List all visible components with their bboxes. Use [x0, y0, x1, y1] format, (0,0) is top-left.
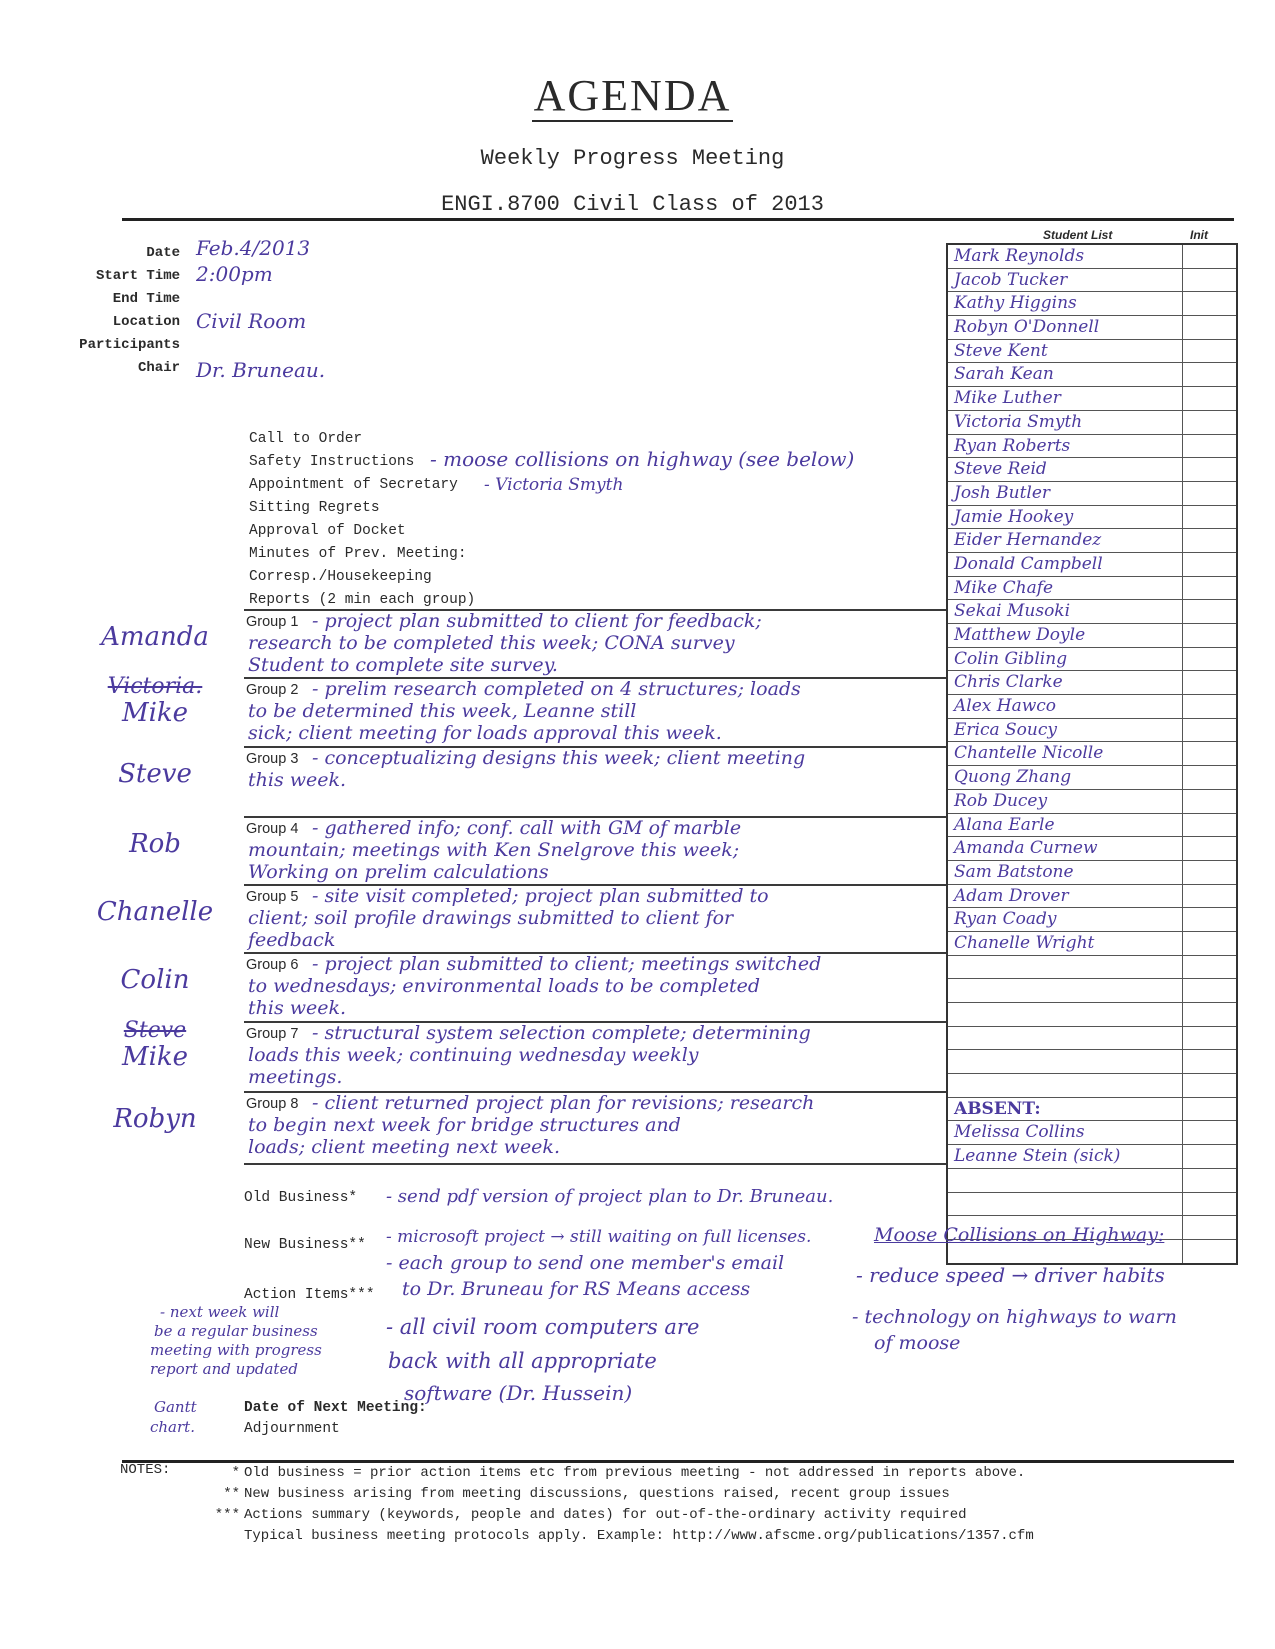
roster-row	[948, 742, 1236, 766]
secretary-note: - Victoria Smyth	[484, 475, 624, 495]
start-time-value: 2:00pm	[196, 262, 273, 286]
roster-row	[948, 624, 1236, 648]
roster-student-name: Steve Kent	[948, 340, 1183, 363]
roster-row	[948, 577, 1236, 601]
roster-student-name: ABSENT:	[948, 1098, 1183, 1121]
agenda-regrets: Sitting Regrets	[249, 500, 380, 516]
group-divider	[244, 1163, 946, 1165]
group-report-line: this week.	[248, 769, 347, 791]
moose-note-3: of moose	[874, 1332, 961, 1354]
group-presenter-name: Mike	[121, 1042, 189, 1072]
struck-presenter-name: Victoria.	[107, 674, 203, 699]
roster-student-name: Kathy Higgins	[948, 292, 1183, 315]
group-report-line: client; soil profile drawings submitted to client for	[248, 907, 734, 929]
roster-init-cell	[1183, 553, 1236, 576]
agenda-secretary: Appointment of Secretary	[249, 477, 458, 493]
roster-student-name: Steve Reid	[948, 458, 1183, 481]
roster-init-cell	[1183, 790, 1236, 813]
roster-student-name: Leanne Stein (sick)	[948, 1145, 1183, 1168]
roster-init-cell	[1183, 932, 1236, 955]
date-value: Feb.4/2013	[196, 236, 311, 260]
roster-row	[948, 340, 1236, 364]
roster-init-cell	[1183, 742, 1236, 765]
roster-init-cell	[1183, 1145, 1236, 1168]
roster-row	[948, 1074, 1236, 1098]
roster-student-name	[948, 1169, 1183, 1192]
group-presenter-name: Mike	[121, 698, 189, 728]
roster-student-name	[948, 1050, 1183, 1073]
roster-init-cell	[1183, 529, 1236, 552]
roster-init-cell	[1183, 292, 1236, 315]
group-presenter-name: Rob	[129, 829, 181, 859]
roster-row	[948, 435, 1236, 459]
roster-student-name: Victoria Smyth	[948, 411, 1183, 434]
roster-row	[948, 695, 1236, 719]
agenda-safety: Safety Instructions	[249, 454, 415, 470]
action-note-2: back with all appropriate	[388, 1349, 657, 1373]
roster-init-cell	[1183, 908, 1236, 931]
roster-init-cell	[1183, 577, 1236, 600]
student-roster-table	[946, 243, 1238, 1265]
roster-init-cell	[1183, 316, 1236, 339]
roster-init-cell	[1183, 1169, 1236, 1192]
roster-row	[948, 316, 1236, 340]
roster-row	[948, 600, 1236, 624]
roster-row	[948, 482, 1236, 506]
roster-student-name: Chris Clarke	[948, 671, 1183, 694]
group-label: Group 8	[246, 1096, 299, 1112]
safety-note: - moose collisions on highway (see below)	[430, 447, 855, 471]
footnote-marker: *	[231, 1465, 240, 1481]
roster-init-cell	[1183, 861, 1236, 884]
footnote-marker: ***	[214, 1507, 240, 1523]
group-report-line: - prelim research completed on 4 structures; loads	[312, 678, 801, 700]
group-report-line: - project plan submitted to client for feedback;	[312, 610, 762, 632]
roster-init-cell	[1183, 956, 1236, 979]
next-week-note-line: chart.	[150, 1418, 195, 1436]
date-label: Date	[146, 245, 180, 261]
roster-row	[948, 790, 1236, 814]
page-title: AGENDA	[533, 71, 732, 120]
roster-student-name: Chanelle Wright	[948, 932, 1183, 955]
old-business-note: - send pdf version of project plan to Dr. Bruneau.	[386, 1186, 834, 1207]
header-rule	[122, 218, 1234, 221]
group-report-line: Student to complete site survey.	[248, 654, 558, 676]
start-time-label: Start Time	[95, 268, 180, 284]
group-report-line: this week.	[248, 997, 347, 1019]
roster-student-name: Eider Hernandez	[948, 529, 1183, 552]
roster-row	[948, 506, 1236, 530]
agenda-next-meeting: Date of Next Meeting:	[244, 1400, 427, 1416]
roster-student-name: Sam Batstone	[948, 861, 1183, 884]
group-report-line: sick; client meeting for loads approval this week.	[248, 722, 722, 744]
roster-row	[948, 245, 1236, 269]
roster-student-name	[948, 979, 1183, 1002]
next-week-note-line: report and updated	[150, 1360, 298, 1378]
roster-init-cell	[1183, 435, 1236, 458]
action-note-3: software (Dr. Hussein)	[404, 1381, 633, 1405]
new-business-note-3: to Dr. Bruneau for RS Means access	[402, 1278, 751, 1300]
roster-row	[948, 387, 1236, 411]
moose-note-2: - technology on highways to warn	[852, 1306, 1177, 1328]
roster-student-name: Adam Drover	[948, 885, 1183, 908]
roster-student-name: Sarah Kean	[948, 363, 1183, 386]
group-report-line: research to be completed this week; CONA survey	[248, 632, 735, 654]
roster-init-header: Init	[1190, 228, 1208, 242]
agenda-reports: Reports (2 min each group)	[249, 592, 476, 608]
agenda-old-business: Old Business*	[244, 1190, 358, 1206]
group-presenter-name: Chanelle	[96, 897, 214, 927]
agenda-call-to-order: Call to Order	[249, 431, 363, 447]
agenda-docket: Approval of Docket	[249, 523, 406, 539]
roster-student-header: Student List	[1043, 228, 1113, 242]
roster-student-name	[948, 956, 1183, 979]
roster-row	[948, 363, 1236, 387]
roster-row	[948, 1169, 1236, 1193]
roster-student-name: Matthew Doyle	[948, 624, 1183, 647]
roster-row	[948, 1050, 1236, 1074]
roster-init-cell	[1183, 979, 1236, 1002]
roster-student-name: Amanda Curnew	[948, 837, 1183, 860]
roster-student-name	[948, 1003, 1183, 1026]
roster-row	[948, 553, 1236, 577]
roster-init-cell	[1183, 1098, 1236, 1121]
roster-init-cell	[1183, 1003, 1236, 1026]
group-label: Group 6	[246, 957, 299, 973]
roster-student-name: Ryan Roberts	[948, 435, 1183, 458]
group-report-line: - site visit completed; project plan submitted to	[312, 885, 769, 907]
group-report-line: feedback	[248, 929, 336, 951]
roster-row	[948, 814, 1236, 838]
roster-row	[948, 648, 1236, 672]
roster-row	[948, 885, 1236, 909]
group-presenter-name: Robyn	[113, 1104, 197, 1134]
group-report-line: to wednesdays; environmental loads to be completed	[248, 975, 761, 997]
roster-init-cell	[1183, 1121, 1236, 1144]
group-presenter-name: Amanda	[101, 622, 209, 652]
roster-row	[948, 1193, 1236, 1217]
roster-row	[948, 411, 1236, 435]
roster-student-name	[948, 1027, 1183, 1050]
roster-init-cell	[1183, 340, 1236, 363]
roster-init-cell	[1183, 766, 1236, 789]
roster-init-cell	[1183, 245, 1236, 268]
meeting-subtitle: Weekly Progress Meeting	[480, 146, 785, 171]
chair-value: Dr. Bruneau.	[196, 358, 326, 382]
roster-row	[948, 861, 1236, 885]
roster-init-cell	[1183, 363, 1236, 386]
roster-init-cell	[1183, 648, 1236, 671]
roster-init-cell	[1183, 885, 1236, 908]
roster-student-name: Ryan Coady	[948, 908, 1183, 931]
roster-row	[948, 979, 1236, 1003]
group-report-line: to be determined this week, Leanne still	[248, 700, 637, 722]
roster-init-cell	[1183, 1050, 1236, 1073]
group-report-line: - client returned project plan for revisions; research	[312, 1092, 815, 1114]
group-label: Group 1	[246, 614, 299, 630]
roster-student-name: Mark Reynolds	[948, 245, 1183, 268]
roster-row	[948, 1145, 1236, 1169]
roster-row	[948, 719, 1236, 743]
moose-note-1: - reduce speed → driver habits	[856, 1263, 1165, 1287]
next-week-note-line: meeting with progress	[150, 1341, 322, 1359]
roster-init-cell	[1183, 1193, 1236, 1216]
agenda-adjournment: Adjournment	[244, 1421, 340, 1437]
group-label: Group 2	[246, 682, 299, 698]
roster-student-name: Jamie Hookey	[948, 506, 1183, 529]
group-label: Group 4	[246, 821, 299, 837]
roster-init-cell	[1183, 695, 1236, 718]
roster-student-name: Chantelle Nicolle	[948, 742, 1183, 765]
next-week-note-line: be a regular business	[154, 1322, 318, 1340]
roster-row	[948, 671, 1236, 695]
roster-init-cell	[1183, 837, 1236, 860]
roster-init-cell	[1183, 814, 1236, 837]
roster-init-cell	[1183, 506, 1236, 529]
footnote-text: Old business = prior action items etc from previous meeting - not addressed in reports above.	[244, 1465, 1026, 1481]
roster-student-name: Erica Soucy	[948, 719, 1183, 742]
roster-init-cell	[1183, 719, 1236, 742]
roster-row	[948, 908, 1236, 932]
roster-student-name: Colin Gibling	[948, 648, 1183, 671]
roster-row	[948, 269, 1236, 293]
roster-student-name: Josh Butler	[948, 482, 1183, 505]
roster-init-cell	[1183, 671, 1236, 694]
roster-init-cell	[1183, 1216, 1236, 1239]
roster-row	[948, 1003, 1236, 1027]
roster-student-name: Mike Luther	[948, 387, 1183, 410]
notes-label: NOTES:	[120, 1462, 171, 1478]
roster-student-name: Rob Ducey	[948, 790, 1183, 813]
footnote-text: Typical business meeting protocols apply. Example: http://www.afscme.org/publications/1357.cfm	[244, 1528, 1034, 1544]
roster-init-cell	[1183, 411, 1236, 434]
footnote-text: New business arising from meeting discussions, questions raised, recent group issues	[244, 1486, 950, 1502]
roster-row	[948, 1098, 1236, 1122]
group-report-line: Working on prelim calculations	[248, 861, 549, 883]
group-report-line: - conceptualizing designs this week; client meeting	[312, 747, 806, 769]
roster-init-cell	[1183, 387, 1236, 410]
footnote-text: Actions summary (keywords, people and dates) for out-of-the-ordinary activity required	[244, 1507, 967, 1523]
struck-presenter-name: Steve	[123, 1018, 187, 1043]
group-report-line: - gathered info; conf. call with GM of marble	[312, 817, 742, 839]
roster-student-name: Alex Hawco	[948, 695, 1183, 718]
footnote-marker: **	[223, 1486, 240, 1502]
group-report-line: mountain; meetings with Ken Snelgrove this week;	[248, 839, 740, 861]
roster-init-cell	[1183, 600, 1236, 623]
roster-init-cell	[1183, 1240, 1236, 1263]
roster-student-name: Mike Chafe	[948, 577, 1183, 600]
chair-label: Chair	[137, 360, 180, 376]
roster-init-cell	[1183, 1074, 1236, 1097]
roster-row	[948, 292, 1236, 316]
roster-row	[948, 1027, 1236, 1051]
agenda-action-items: Action Items***	[244, 1287, 375, 1303]
roster-row	[948, 932, 1236, 956]
group-report-line: meetings.	[248, 1066, 343, 1088]
group-presenter-name: Steve	[118, 759, 192, 789]
roster-student-name: Quong Zhang	[948, 766, 1183, 789]
roster-init-cell	[1183, 624, 1236, 647]
roster-student-name: Alana Earle	[948, 814, 1183, 837]
location-label: Location	[112, 314, 180, 330]
group-label: Group 3	[246, 751, 299, 767]
group-report-line: to begin next week for bridge structures and	[248, 1114, 681, 1136]
group-report-line: - structural system selection complete; determining	[312, 1022, 811, 1044]
group-report-line: - project plan submitted to client; meetings switched	[312, 953, 822, 975]
roster-row	[948, 1121, 1236, 1145]
group-label: Group 7	[246, 1026, 299, 1042]
roster-init-cell	[1183, 482, 1236, 505]
roster-student-name	[948, 1193, 1183, 1216]
roster-row	[948, 766, 1236, 790]
new-business-note-1: - microsoft project → still waiting on full licenses.	[386, 1227, 812, 1247]
roster-row	[948, 529, 1236, 553]
new-business-note-2: - each group to send one member's email	[386, 1252, 785, 1274]
agenda-corresp: Corresp./Housekeeping	[249, 569, 432, 585]
roster-row	[948, 837, 1236, 861]
agenda-new-business: New Business**	[244, 1237, 366, 1253]
group-report-line: loads; client meeting next week.	[248, 1136, 560, 1158]
roster-init-cell	[1183, 1027, 1236, 1050]
roster-student-name: Donald Campbell	[948, 553, 1183, 576]
group-presenter-name: Colin	[120, 965, 190, 995]
roster-student-name: Sekai Musoki	[948, 600, 1183, 623]
roster-student-name: Jacob Tucker	[948, 269, 1183, 292]
group-report-line: loads this week; continuing wednesday weekly	[248, 1044, 699, 1066]
roster-student-name: Melissa Collins	[948, 1121, 1183, 1144]
roster-init-cell	[1183, 458, 1236, 481]
end-time-label: End Time	[112, 291, 180, 307]
next-week-note-line: - next week will	[160, 1303, 280, 1321]
agenda-minutes: Minutes of Prev. Meeting:	[249, 546, 467, 562]
roster-row	[948, 458, 1236, 482]
footer-rule	[122, 1460, 1234, 1463]
group-label: Group 5	[246, 889, 299, 905]
location-value: Civil Room	[196, 309, 307, 333]
roster-row	[948, 956, 1236, 980]
moose-title: Moose Collisions on Highway:	[874, 1224, 1165, 1246]
next-week-note-line: Gantt	[154, 1398, 197, 1416]
participants-label: Participants	[79, 337, 180, 353]
roster-init-cell	[1183, 269, 1236, 292]
roster-student-name	[948, 1074, 1183, 1097]
roster-student-name: Robyn O'Donnell	[948, 316, 1183, 339]
action-note-1: - all civil room computers are	[386, 1315, 700, 1339]
course-title: ENGI.8700 Civil Class of 2013	[441, 192, 824, 217]
